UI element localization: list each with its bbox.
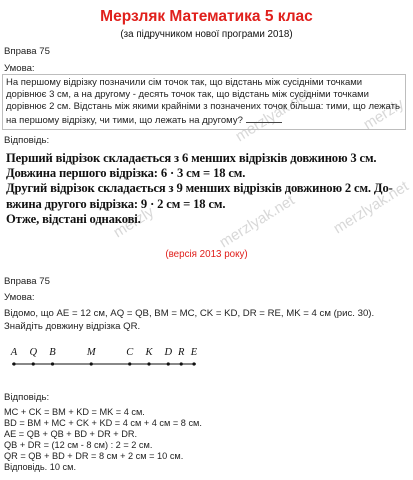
- point-label-e: E: [190, 347, 198, 358]
- point-label-a: A: [10, 347, 18, 358]
- point-label-r: R: [178, 347, 185, 358]
- solution-line: AE = QB + QB + BD + DR + DR.: [4, 428, 138, 439]
- exercise-number-2013: Вправа 75: [4, 276, 50, 287]
- solution-block: [4, 407, 409, 472]
- point-label-c: C: [126, 347, 134, 358]
- solution-line: QB + DR = (12 см - 8 см) : 2 = 2 см.: [4, 439, 153, 450]
- answer-blank: [246, 114, 282, 123]
- point-e: [192, 362, 195, 365]
- point-label-d: D: [164, 347, 173, 358]
- answer-label-2013: Відповідь:: [4, 392, 50, 403]
- point-q: [32, 362, 35, 365]
- answer-block: [6, 151, 410, 227]
- answer-line: вжина другого відрізка: 9 · 2 см = 18 см.: [6, 196, 226, 211]
- point-r: [180, 362, 183, 365]
- point-a: [12, 362, 15, 365]
- watermark: merzlyak.net: [232, 85, 314, 146]
- solution-line: BD = BM + MC + CK + KD = 4 см + 4 см = 8 см.: [4, 417, 202, 428]
- watermark: merzly: [110, 203, 157, 242]
- point-b: [51, 362, 54, 365]
- condition-box: [2, 74, 406, 130]
- segment-diagram: [8, 342, 208, 374]
- watermark: merzlyak.net: [216, 191, 298, 252]
- point-label-k: K: [145, 347, 153, 358]
- condition-label: Умова:: [4, 63, 35, 74]
- version-note: (версія 2013 року): [165, 249, 248, 260]
- point-label-m: M: [86, 347, 96, 358]
- solution-line: QR = QB + BD + DR = 8 см + 2 см = 10 см.: [4, 450, 184, 461]
- segment-points: [10, 347, 198, 366]
- point-k: [147, 362, 150, 365]
- page-subtitle: (за підручником нової програми 2018): [120, 29, 293, 40]
- point-label-q: Q: [29, 347, 38, 358]
- condition-text-2013: Відомо, що AE = 12 см, AQ = QB, BM = MC, CK = KD, DR = RE, MK = 4 см (рис. 30). Знайдіть довжину відрізка QR.: [4, 308, 375, 332]
- point-d: [167, 362, 170, 365]
- condition-label-2013: Умова:: [4, 292, 35, 303]
- condition-text: На першому відрізку позначили сім точок так, що відстань між сусідніми точками дорівнює 3 см, а на другому - десять точок так, що відстань між сусідніми точками дорівнює 2 см. Відстань між якими крайніми з позначених точок більша: тими, що лежать на першому відрізку, чи тими, що лежать на другому?: [6, 77, 400, 126]
- answer-line: Довжина першого відрізка: 6 · 3 см = 18 см.: [6, 166, 246, 181]
- answer-line: Перший відрізок складається з 6 менших відрізків довжиною 3 см.: [6, 151, 377, 165]
- page-title: Мерзляк Математика 5 клас: [100, 8, 313, 25]
- watermark: merzly: [360, 95, 407, 134]
- answer-line: Другий відрізок складається з 9 менших відрізків довжиною 2 см. До-: [6, 181, 393, 196]
- answer-line: Отже, відстані однакові.: [6, 211, 141, 226]
- point-label-b: B: [49, 347, 56, 358]
- watermark: merzlyak.net: [330, 177, 412, 238]
- solution-line: Відповідь. 10 см.: [4, 461, 77, 472]
- point-c: [128, 362, 131, 365]
- solution-line: MC + CK = BM + KD = MK = 4 см.: [4, 407, 145, 417]
- answer-label: Відповідь:: [4, 135, 50, 146]
- exercise-number: Вправа 75: [4, 46, 50, 57]
- point-m: [90, 362, 93, 365]
